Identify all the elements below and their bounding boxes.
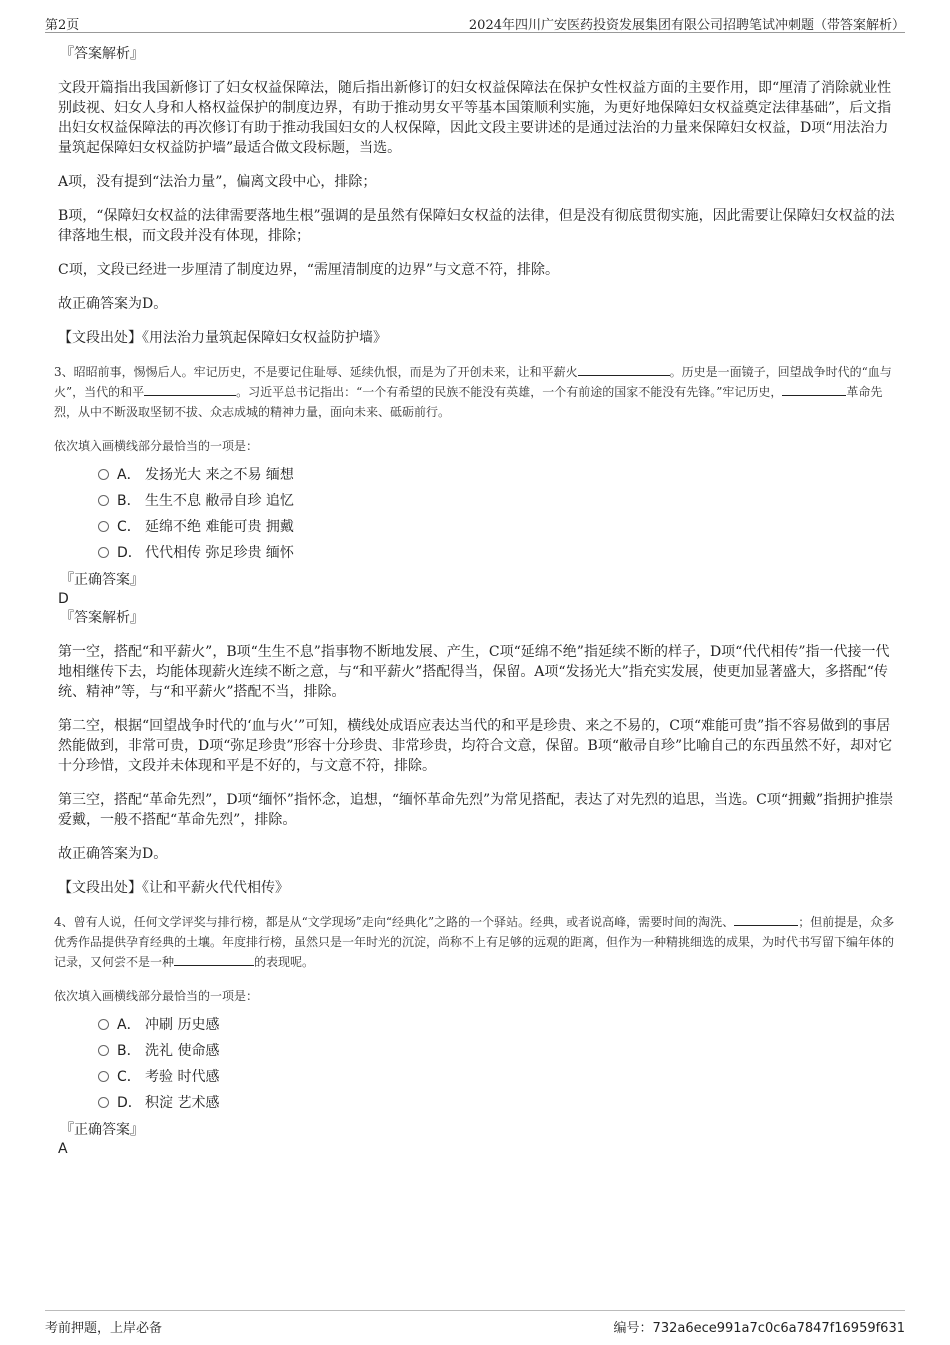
- document-code: 编号：732a6ece991a7c0c6a7847f16959f631: [613, 1321, 905, 1336]
- page-number: 第2页: [45, 18, 80, 33]
- question-4-options: [98, 1012, 900, 1116]
- footer-slogan: 考前押题，上岸必备: [45, 1321, 163, 1336]
- fill-blank: [578, 362, 670, 376]
- radio-icon[interactable]: [98, 469, 109, 480]
- correct-answer: D: [58, 591, 69, 607]
- answer-conclusion: 故正确答案为D。: [58, 296, 168, 312]
- fill-blank: [174, 952, 254, 966]
- page-content: [54, 44, 900, 1158]
- radio-icon[interactable]: [98, 521, 109, 532]
- source-line: 【文段出处】《让和平薪火代代相传》: [58, 880, 289, 896]
- correct-answer-label: 『正确答案』: [60, 1122, 144, 1138]
- option-c[interactable]: C． 延绵不绝 难能可贵 拥戴: [98, 514, 900, 540]
- option-b[interactable]: B． 生生不息 敝帚自珍 追忆: [98, 488, 900, 514]
- source-line: 【文段出处】《用法治力量筑起保障妇女权益防护墙》: [58, 330, 387, 346]
- option-b[interactable]: B． 洗礼 使命感: [98, 1038, 900, 1064]
- analysis-paragraph: 第一空，搭配“和平薪火”，B项“生生不息”指事物不断地发展、产生，C项“延绵不绝”指延续不断的样子，D项“代代相传”指一代接一代地相继传下去，均能体现薪火连续不断之意，与“和平薪火”搭配得当，保留。A项“发扬光大”指充实发展，使更加显著盛大，多搭配“传统、精神”等，与“和平薪火”搭配不当，排除。: [58, 644, 890, 700]
- option-d[interactable]: D． 代代相传 弥足珍贵 缅怀: [98, 540, 900, 566]
- option-a[interactable]: A． 冲刷 历史感: [98, 1012, 900, 1038]
- radio-icon[interactable]: [98, 1097, 109, 1108]
- answer-analysis-label: 『答案解析』: [60, 46, 144, 62]
- option-a[interactable]: A． 发扬光大 来之不易 缅想: [98, 462, 900, 488]
- analysis-paragraph: 文段开篇指出我国新修订了妇女权益保障法，随后指出新修订的妇女权益保障法在保护女性权益方面的主要作用，即“厘清了消除就业性别歧视、妇女人身和人格权益保护的制度边界，有助于推动男女平等基本国策顺利实施，为更好地保障妇女权益奠定法律基础”，后文指出妇女权益保障法的再次修订有助于推动我国妇女的人权保障，因此文段主要讲述的是通过法治的力量来保障妇女权益，D项“用法治力量筑起保障妇女权益防护墙”最适合做文段标题，当选。: [58, 80, 892, 156]
- option-c[interactable]: C． 考验 时代感: [98, 1064, 900, 1090]
- analysis-paragraph: 第二空，根据“回望战争时代的‘血与火’”可知，横线处成语应表达当代的和平是珍贵、来之不易的，C项“难能可贵”指不容易做到的事居然能做到，非常可贵，D项“弥足珍贵”形容十分珍贵、非常珍贵，均符合文意，保留。B项“敝帚自珍”比喻自己的东西虽然不好，却对它十分珍惜，文段并未体现和平是不好的，与文意不符，排除。: [58, 718, 893, 774]
- option-d[interactable]: D． 积淀 艺术感: [98, 1090, 900, 1116]
- fill-blank: [144, 382, 236, 396]
- analysis-paragraph: B项，“保障妇女权益的法律需要落地生根”强调的是虽然有保障妇女权益的法律，但是没有彻底贯彻实施，因此需要让保障妇女权益的法律落地生根，而文段并没有体现，排除；: [58, 208, 895, 244]
- document-title: 2024年四川广安医药投资发展集团有限公司招聘笔试冲刺题（带答案解析）: [468, 18, 905, 33]
- page-header: [45, 12, 905, 33]
- question-prompt: 依次填入画横线部分最恰当的一项是：: [54, 989, 259, 1003]
- radio-icon[interactable]: [98, 1071, 109, 1082]
- radio-icon[interactable]: [98, 495, 109, 506]
- analysis-paragraph: 第三空，搭配“革命先烈”，D项“缅怀”指怀念，追想，“缅怀革命先烈”为常见搭配，表达了对先烈的追思，当选。C项“拥戴”指拥护推崇爱戴，一般不搭配“革命先烈”，排除。: [58, 792, 894, 828]
- radio-icon[interactable]: [98, 1019, 109, 1030]
- radio-icon[interactable]: [98, 1045, 109, 1056]
- question-3-options: [98, 462, 900, 566]
- analysis-paragraph: A项，没有提到“法治力量”，偏离文段中心，排除；: [58, 174, 377, 190]
- answer-analysis-label: 『答案解析』: [60, 610, 144, 626]
- question-4-text: 4、曾有人说，任何文学评奖与排行榜，都是从“文学现场”走向“经典化”之路的一个驿站。经典，或者说高峰，需要时间的淘洗、 ；但前提是，众多优秀作品提供孕育经典的土壤。年度排行榜，虽然只是一年时光的沉淀，尚称不上有足够的远观的距离，但作为一种精挑细选的成果，为时代书写留下编年体的记录，又何尝不是一种 的表现呢。: [54, 912, 900, 972]
- page-footer: [45, 1310, 905, 1335]
- analysis-paragraph: C项，文段已经进一步厘清了制度边界，“需厘清制度的边界”与文意不符，排除。: [58, 262, 560, 278]
- question-prompt: 依次填入画横线部分最恰当的一项是：: [54, 439, 259, 453]
- fill-blank: [782, 382, 846, 396]
- correct-answer: A: [58, 1141, 68, 1157]
- correct-answer-label: 『正确答案』: [60, 572, 144, 588]
- radio-icon[interactable]: [98, 547, 109, 558]
- question-3-text: 3、昭昭前事，惕惕后人。牢记历史，不是要记住耻辱、延续仇恨，而是为了开创未来，让和平薪火 。历史是一面镜子，回望战争时代的“血与火”，当代的和平 。习近平总书记指出：“一个有希望的民族不能没有英雄，一个有前途的国家不能没有先锋。”牢记历史， 革命先烈，从中不断汲取坚韧不拔、众志成城的精神力量，面向未来、砥砺前行。: [54, 362, 900, 422]
- fill-blank: [734, 912, 798, 926]
- answer-conclusion: 故正确答案为D。: [58, 846, 168, 862]
